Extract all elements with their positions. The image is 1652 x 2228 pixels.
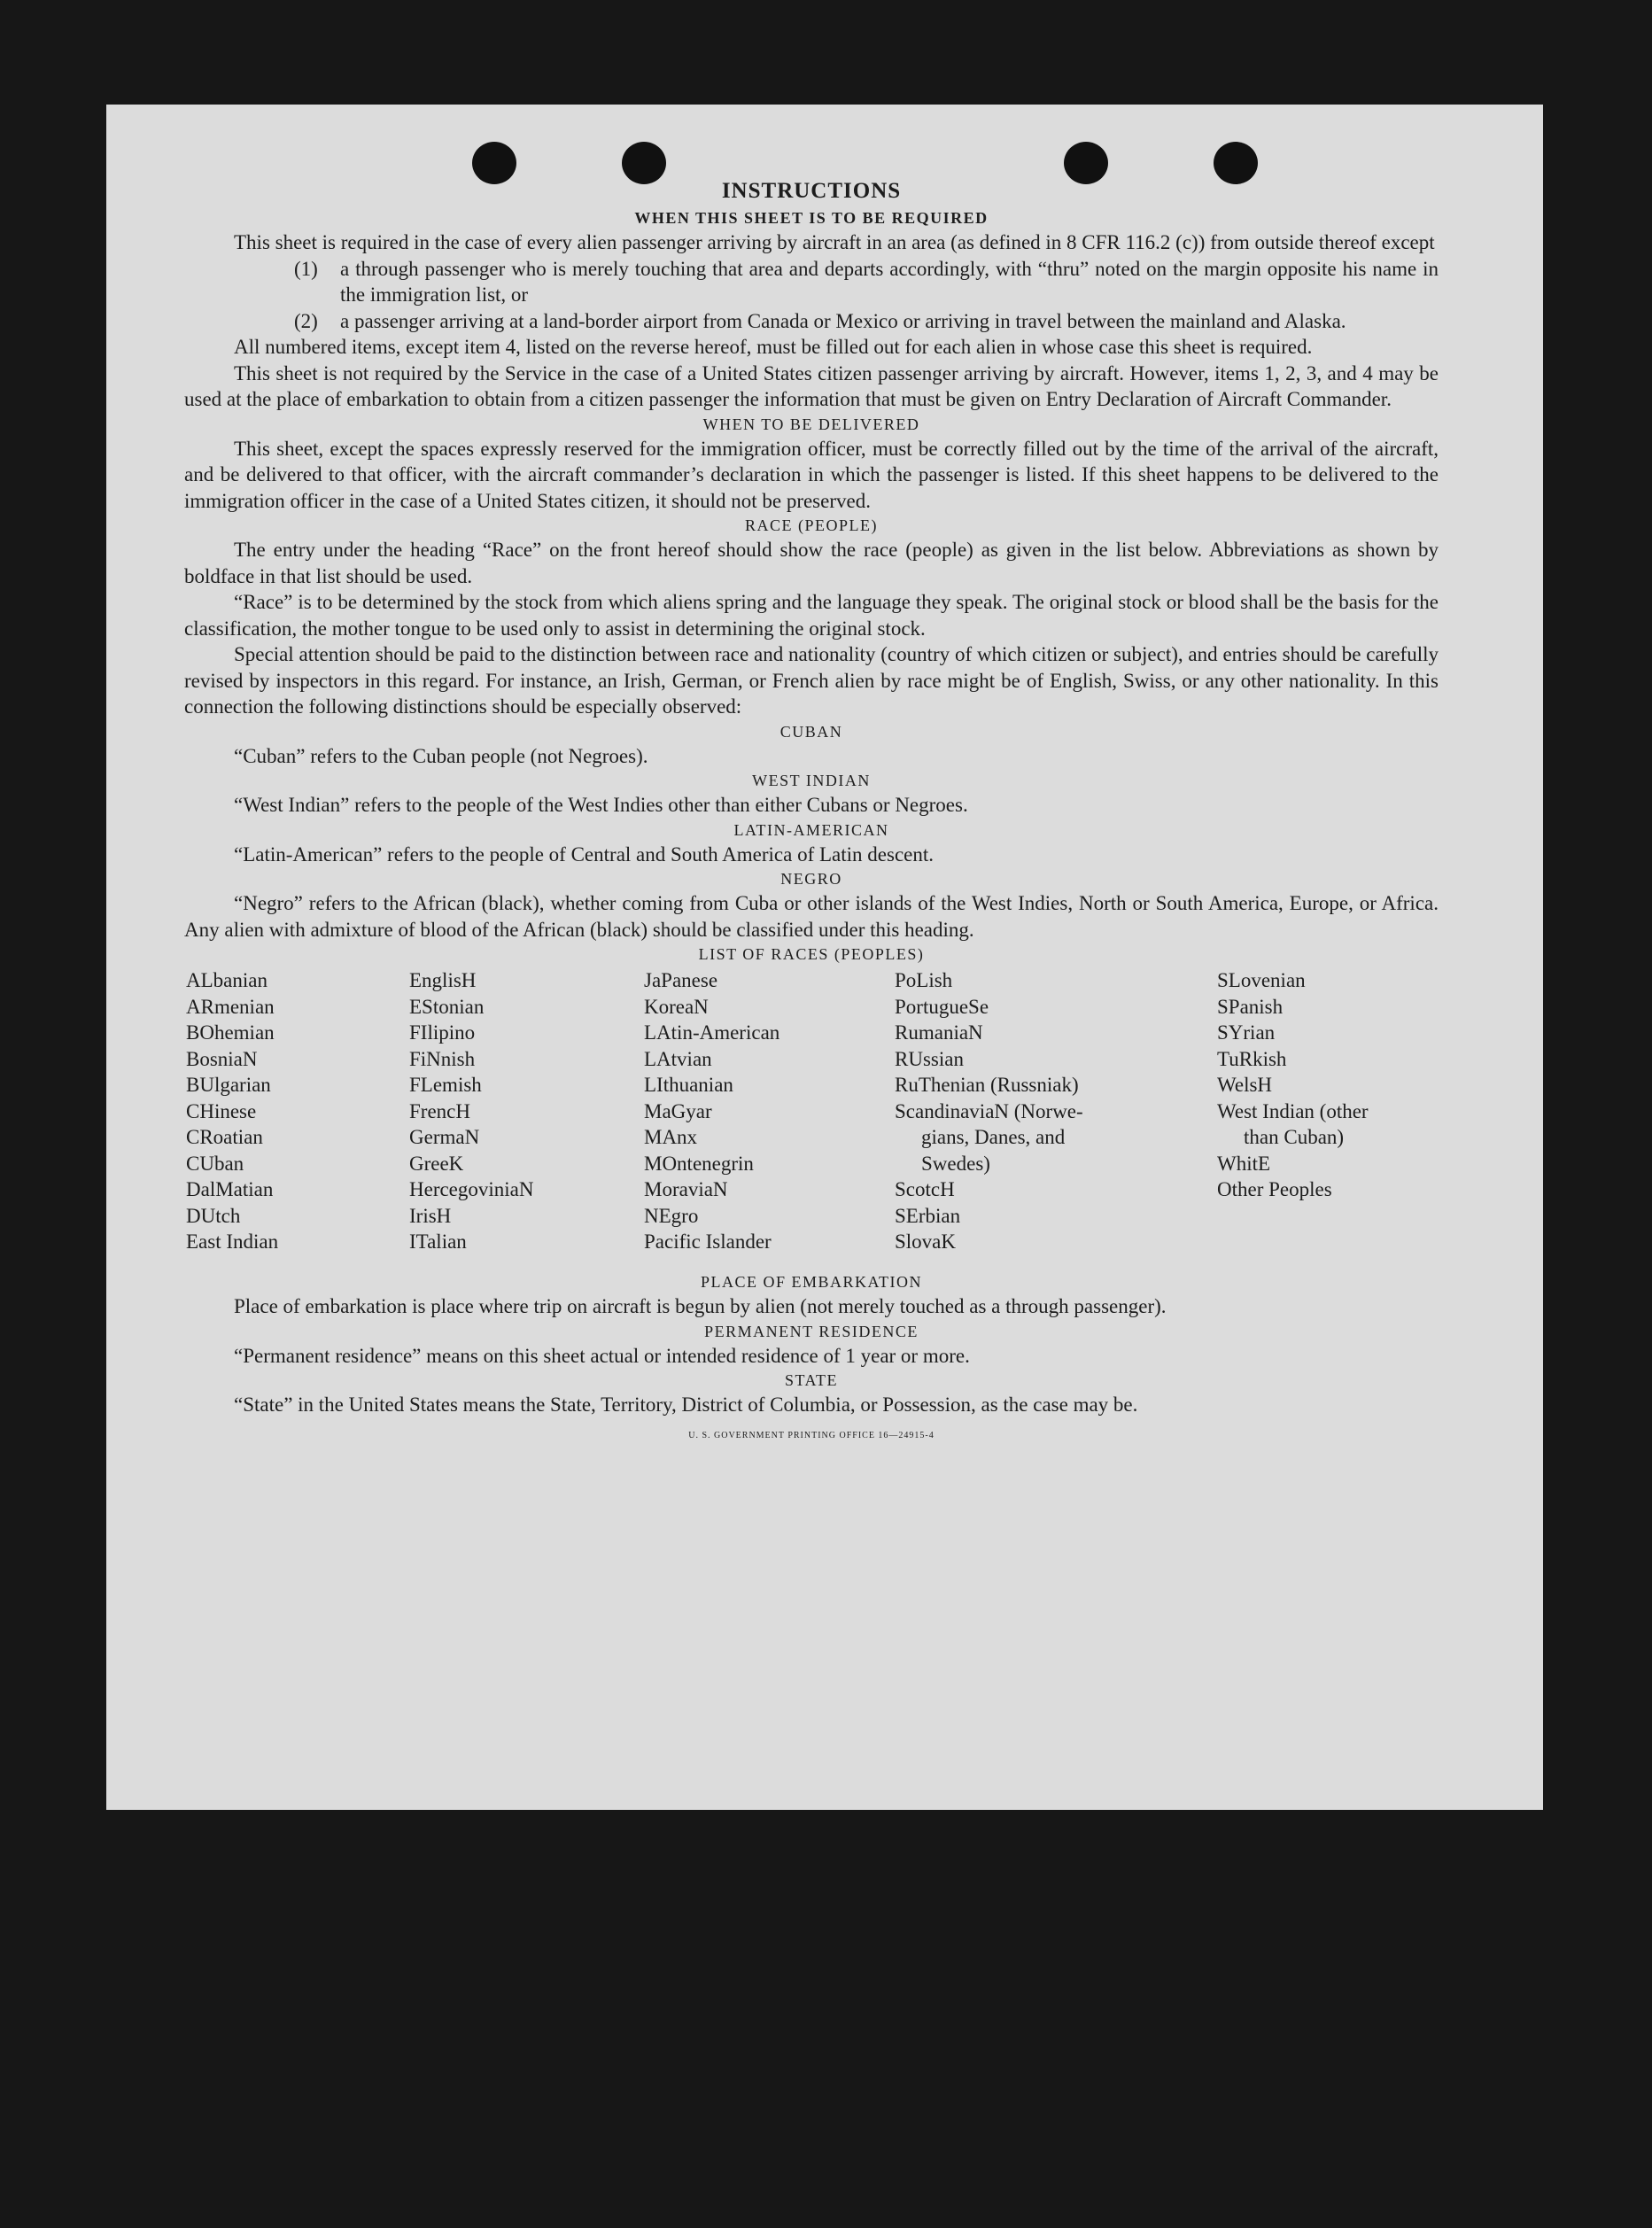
paragraph: “State” in the United States means the State, Territory, District of Columbia, or Possession, as the case may be. xyxy=(234,1393,1138,1416)
paragraph: Place of embarkation is place where trip on aircraft is begun by alien (not merely touched as a through passenger). xyxy=(234,1295,1167,1317)
race-entry: EStonian xyxy=(409,995,485,1018)
paragraph: The entry under the heading “Race” on the front hereof should show the race (people) as given in the list below. Abbreviations as shown by boldface in that list should be used. xyxy=(184,539,1439,587)
paragraph: Special attention should be paid to the distinction between race and nationality (country of which citizen or subject), and entries should be carefully revised by inspectors in this regard. For instance, an Irish, German, or French alien by race might be of English, Swiss, or any other nationality. In this connection the following distinctions should be especially observed: xyxy=(184,643,1439,718)
document-title: INSTRUCTIONS xyxy=(721,179,902,203)
paragraph: “Latin-American” refers to the people of Central and South America of Latin descent. xyxy=(234,842,934,866)
race-entry: SlovaK xyxy=(895,1230,956,1253)
race-entry: Pacific Islander xyxy=(644,1230,772,1253)
races-column xyxy=(895,967,1083,1255)
item-text: a through passenger who is merely touching that area and departs accordingly, with “thru” noted on the margin opposite his name in the immigration list, or xyxy=(340,257,1439,306)
punch-hole xyxy=(472,142,516,184)
races-list xyxy=(184,967,1439,1270)
race-entry: RuThenian (Russniak) xyxy=(895,1074,1079,1096)
race-entry: RUssian xyxy=(895,1047,964,1070)
paragraph: This sheet is required in the case of every alien passenger arriving by aircraft in an area (as defined in 8 CFR 116.2 (c)) from outside thereof except xyxy=(234,231,1435,253)
race-entry: BOhemian xyxy=(186,1021,275,1044)
section-heading-required: WHEN THIS SHEET IS TO BE REQUIRED xyxy=(634,209,989,227)
race-entry: FiNnish xyxy=(409,1047,476,1070)
race-entry: MOntenegrin xyxy=(644,1152,754,1175)
paragraph: “Permanent residence” means on this sheet actual or intended residence of 1 year or more. xyxy=(234,1344,970,1367)
section-heading-race: RACE (PEOPLE) xyxy=(745,516,878,534)
race-entry: WhitE xyxy=(1217,1152,1271,1175)
document-sheet xyxy=(106,105,1543,1810)
list-item xyxy=(184,256,1439,308)
races-column xyxy=(409,967,534,1255)
paragraph: “Cuban” refers to the Cuban people (not Negroes). xyxy=(234,744,648,767)
race-entry: LIthuanian xyxy=(644,1074,733,1096)
section-heading-latin-american: LATIN-AMERICAN xyxy=(733,820,889,839)
race-entry: KoreaN xyxy=(644,995,709,1018)
paragraph: “West Indian” refers to the people of the West Indies other than either Cubans or Negroes. xyxy=(234,794,968,816)
section-heading-list-of-races: LIST OF RACES (PEOPLES) xyxy=(698,945,925,963)
race-entry: CUban xyxy=(186,1152,244,1175)
race-entry: RumaniaN xyxy=(895,1021,983,1044)
race-entry: DalMatian xyxy=(186,1178,274,1200)
race-entry: WelsH xyxy=(1217,1074,1273,1096)
race-entry: Other Peoples xyxy=(1217,1178,1332,1200)
race-entry: SPanish xyxy=(1217,995,1284,1018)
race-entry: gians, Danes, and xyxy=(921,1126,1066,1148)
race-entry: ScandinaviaN (Norwe- xyxy=(895,1099,1083,1122)
section-heading-negro: NEGRO xyxy=(780,870,842,888)
section-heading-embarkation: PLACE OF EMBARKATION xyxy=(700,1273,923,1291)
race-entry: CRoatian xyxy=(186,1126,263,1148)
race-entry: PoLish xyxy=(895,969,953,991)
race-entry: SYrian xyxy=(1217,1021,1276,1044)
race-entry: East Indian xyxy=(186,1230,279,1253)
race-entry: JaPanese xyxy=(644,969,718,991)
race-entry: MaGyar xyxy=(644,1099,712,1122)
race-entry: ALbanian xyxy=(186,969,268,991)
race-entry: IrisH xyxy=(409,1204,452,1227)
race-entry: Swedes) xyxy=(921,1152,990,1175)
race-entry: NEgro xyxy=(644,1204,699,1227)
race-entry: TuRkish xyxy=(1217,1047,1287,1070)
race-entry: GermaN xyxy=(409,1126,480,1148)
races-column xyxy=(186,967,278,1255)
race-entry: DUtch xyxy=(186,1204,241,1227)
paragraph: All numbered items, except item 4, listed on the reverse hereof, must be filled out for each alien in whose case this sheet is required. xyxy=(234,336,1313,358)
race-entry: than Cuban) xyxy=(1244,1126,1345,1148)
races-column xyxy=(644,967,779,1255)
races-column xyxy=(1217,967,1369,1203)
race-entry: LAtvian xyxy=(644,1047,712,1070)
race-entry: GreeK xyxy=(409,1152,464,1175)
race-entry: ScotcH xyxy=(895,1178,955,1200)
race-entry: ARmenian xyxy=(186,995,275,1018)
item-text: a passenger arriving at a land-border airport from Canada or Mexico or arriving in travel between the mainland and Alaska. xyxy=(340,309,1346,332)
paragraph: “Race” is to be determined by the stock from which aliens spring and the language they speak. The original stock or blood shall be the basis for the classification, the mother tongue to be used only to assist in determining the original stock. xyxy=(184,591,1439,640)
race-entry: BUlgarian xyxy=(186,1074,271,1096)
race-entry: SLovenian xyxy=(1217,969,1306,991)
section-heading-west-indian: WEST INDIAN xyxy=(752,772,871,789)
document-content xyxy=(184,179,1439,1440)
list-item xyxy=(184,308,1439,335)
race-entry: MoraviaN xyxy=(644,1178,728,1200)
race-entry: CHinese xyxy=(186,1099,257,1122)
paragraph: This sheet is not required by the Service in the case of a United States citizen passenger arriving by aircraft. However, items 1, 2, 3, and 4 may be used at the place of embarkation to obtain from a citizen passenger the information that must be given on Entry Declaration of Aircraft Commander. xyxy=(184,361,1439,410)
punch-hole xyxy=(622,142,666,184)
race-entry: FIlipino xyxy=(409,1021,476,1044)
section-heading-delivered: WHEN TO BE DELIVERED xyxy=(702,415,920,433)
race-entry: ITalian xyxy=(409,1230,467,1253)
race-entry: LAtin-American xyxy=(644,1021,780,1044)
item-number: (2) xyxy=(294,309,318,332)
item-number: (1) xyxy=(294,257,318,280)
race-entry: EnglisH xyxy=(409,969,477,991)
punch-hole xyxy=(1214,142,1258,184)
race-entry: HercegoviniaN xyxy=(409,1178,534,1200)
punch-hole xyxy=(1064,142,1108,184)
race-entry: MAnx xyxy=(644,1126,698,1148)
paragraph: “Negro” refers to the African (black), whether coming from Cuba or other islands of the West Indies, North or South America, Europe, or Africa. Any alien with admixture of blood of the African (black) should be classified under this heading. xyxy=(184,892,1439,941)
race-entry: BosniaN xyxy=(186,1047,258,1070)
section-heading-cuban: CUBAN xyxy=(779,722,843,741)
race-entry: FLemish xyxy=(409,1074,482,1096)
section-heading-state: STATE xyxy=(784,1371,839,1389)
printer-imprint: U. S. GOVERNMENT PRINTING OFFICE 16—24915-4 xyxy=(688,1430,935,1440)
race-entry: West Indian (other xyxy=(1217,1099,1369,1122)
paragraph: This sheet, except the spaces expressly reserved for the immigration officer, must be correctly filled out by the time of the arrival of the aircraft, and be delivered to that officer, with the aircraft commander’s declaration in which the passenger is listed. If this sheet happens to be delivered to the immigration officer in the case of a United States citizen, it should not be preserved. xyxy=(184,437,1439,512)
section-heading-residence: PERMANENT RESIDENCE xyxy=(704,1322,919,1340)
race-entry: PortugueSe xyxy=(895,995,989,1018)
race-entry: FrencH xyxy=(409,1099,470,1122)
race-entry: SErbian xyxy=(895,1204,961,1227)
